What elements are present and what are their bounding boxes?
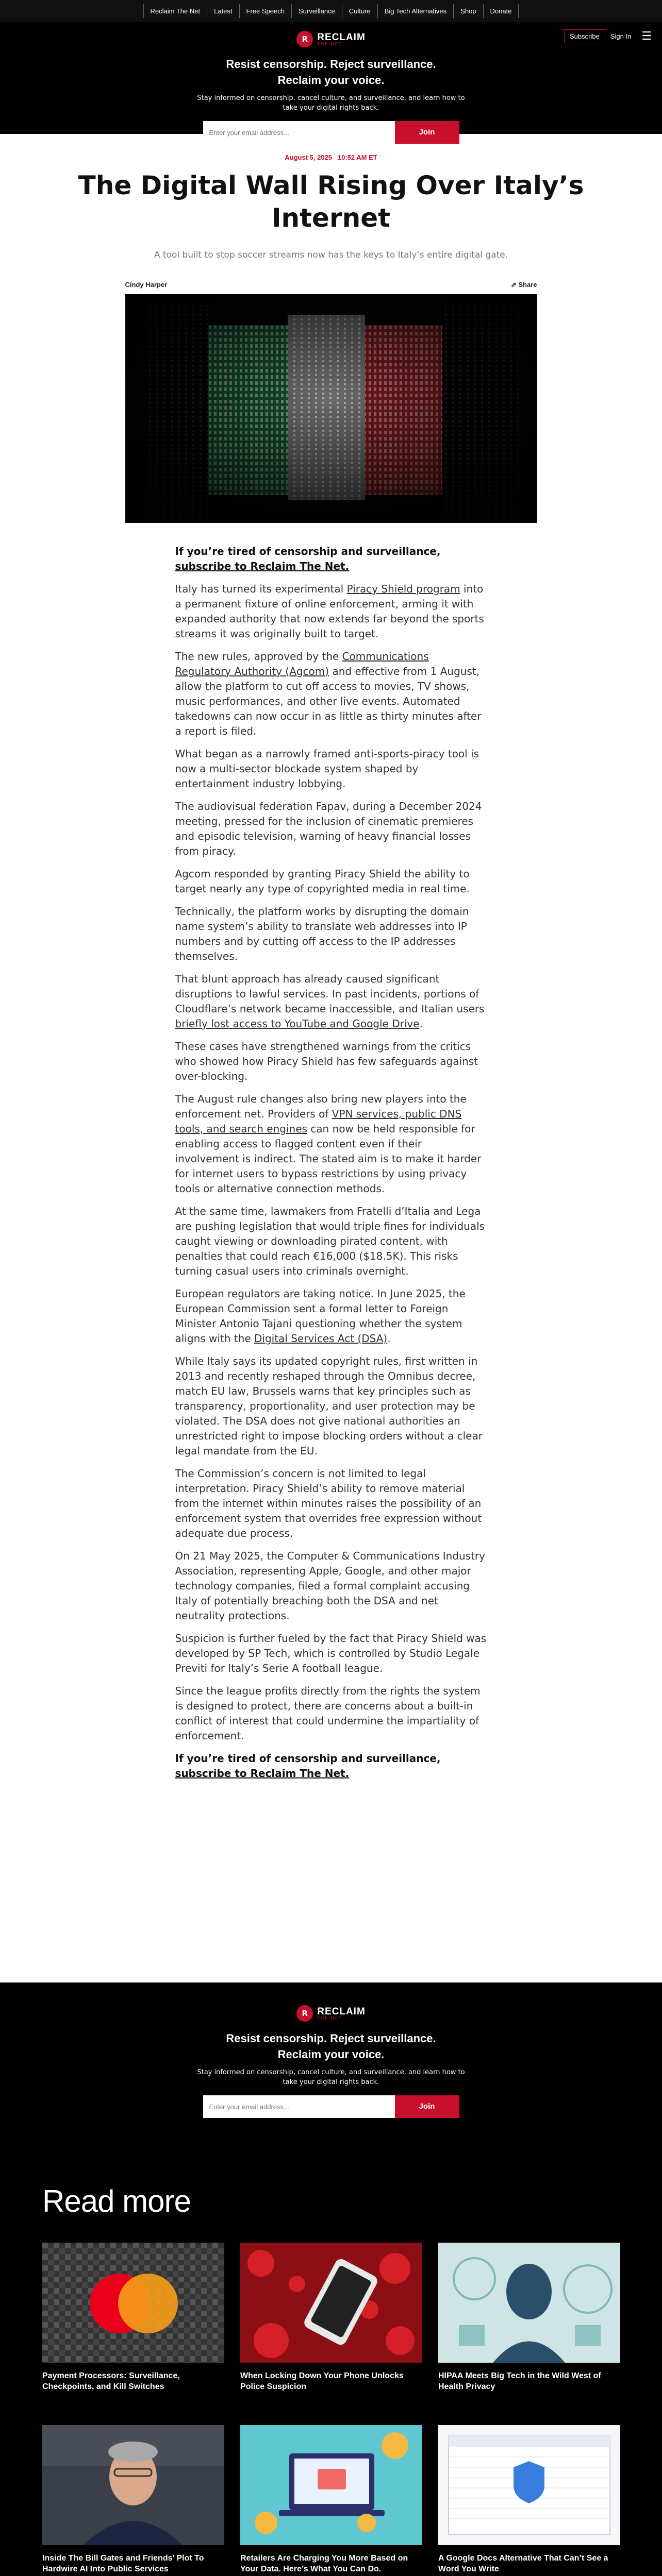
article-title: The Digital Wall Rising Over Italy’s Internet bbox=[78, 171, 584, 233]
footer-signup-blurb: Stay informed on censorship, cancel culture, and surveillance, and learn how to take your digital rights back. bbox=[197, 2069, 465, 2086]
p2-text-a: The new rules, approved by the bbox=[175, 650, 342, 663]
footer-headline-line1: Resist censorship. Reject surveillance. bbox=[226, 2032, 436, 2045]
p1-text-b: into a permanent fixture of online enforcement, arming it with expanded authority that now extends far beyond the sports streams it was originally built to target. bbox=[175, 583, 484, 640]
paragraph: On 21 May 2025, the Computer & Communications Industry Association, representing Apple, Google, and other major technology companies, filed a formal complaint accusing Italy of potentially breaching both the DSA and net neutrality protections. bbox=[175, 1550, 485, 1622]
read-more-card[interactable] bbox=[240, 2243, 422, 2403]
signup-blurb: Stay informed on censorship, cancel culture, and surveillance, and learn how to take your digital rights back. bbox=[197, 94, 465, 112]
youtube-drive-link[interactable]: briefly lost access to YouTube and Google Drive bbox=[175, 1018, 420, 1030]
cta-lead-text: If you’re tired of censorship and surveillance, bbox=[175, 1752, 441, 1765]
signup-headline bbox=[0, 56, 662, 88]
footer-signup-form bbox=[0, 2095, 662, 2118]
article-body bbox=[175, 544, 487, 1781]
paragraph: These cases have strengthened warnings from the critics who showed how Piracy Shield has few safeguards against over-blocking. bbox=[175, 1040, 478, 1082]
logo-sub: THE NET bbox=[317, 41, 342, 46]
top-nav-bar bbox=[0, 0, 662, 22]
paragraph: The Commission’s concern is not limited to legal interpretation. Piracy Shield’s ability to remove material from the internet within minutes raises the possibility of an enforcement system that overrides free expression without adequate due process. bbox=[175, 1467, 482, 1539]
nav-item-donate[interactable]: Donate bbox=[484, 4, 519, 18]
card-thumbnail bbox=[42, 2425, 224, 2545]
logo-mark-icon: R bbox=[296, 31, 313, 47]
nav-item-reclaim-the-net[interactable]: Reclaim The Net bbox=[143, 4, 208, 18]
card-thumbnail bbox=[438, 2425, 620, 2545]
card-title[interactable]: A Google Docs Alternative That Can’t See a Word You Write bbox=[438, 2554, 608, 2573]
share-label: Share bbox=[518, 281, 537, 289]
paragraph: Suspicion is further fueled by the fact that Piracy Shield was developed by SP Tech, which is controlled by Studio Legale Previti for Italy’s Serie A football league. bbox=[175, 1632, 487, 1674]
dsa-link[interactable]: Digital Services Act (DSA) bbox=[254, 1332, 388, 1345]
footer-headline-line2: Reclaim your voice. bbox=[277, 2048, 385, 2061]
card-title[interactable]: HIPAA Meets Big Tech in the Wild West of Health Privacy bbox=[438, 2371, 601, 2391]
paragraph: Agcom responded by granting Piracy Shield the ability to target nearly any type of copyrighted media in real time. bbox=[175, 868, 470, 895]
cta-subscribe-link[interactable]: subscribe to Reclaim The Net. bbox=[175, 1767, 350, 1780]
logo-mark-icon: R bbox=[296, 2005, 313, 2022]
author-link[interactable]: Cindy Harper bbox=[125, 281, 168, 289]
payment-card-icon bbox=[42, 2243, 224, 2363]
article-date-day: August 5, 2025 bbox=[285, 154, 333, 161]
p7-text-b: . bbox=[419, 1018, 423, 1030]
portrait-photo-icon bbox=[42, 2425, 224, 2545]
paragraph: The audiovisual federation Fapav, during a December 2024 meeting, pressed for the inclusion of cinematic premieres and episodic television, warning of heavy financial losses from piracy. bbox=[175, 800, 482, 857]
sign-in-link[interactable]: Sign In bbox=[610, 32, 632, 40]
read-more-card[interactable] bbox=[438, 2243, 620, 2403]
read-more-card[interactable] bbox=[42, 2243, 224, 2403]
logo-wordmark bbox=[317, 2007, 366, 2021]
top-nav bbox=[143, 4, 519, 18]
hamburger-icon[interactable]: ☰ bbox=[641, 30, 652, 43]
paragraph bbox=[175, 582, 487, 641]
vpn-dns-link[interactable]: VPN services, public DNS tools, and search engines bbox=[175, 1108, 462, 1135]
agcom-link[interactable]: Communications Regulatory Authority (Agcom) bbox=[175, 650, 429, 677]
site-logo[interactable] bbox=[0, 22, 662, 47]
logo-wordmark bbox=[317, 32, 366, 46]
read-more-grid bbox=[42, 2243, 620, 2576]
share-icon: ⇗ bbox=[510, 281, 517, 289]
p2-text-b: and effective from 1 August, allow the platform to cut off access to movies, TV shows, music performances, and other live events. Automated takedowns can now occur in as little as thirty minutes after a report is filed. bbox=[175, 665, 482, 737]
article-date bbox=[0, 154, 662, 161]
p9-text-a: The August rule changes also bring new players into the enforcement net. Providers of bbox=[175, 1093, 467, 1120]
card-title[interactable]: Inside The Bill Gates and Friends’ Plot To Hardwire AI Into Public Services bbox=[42, 2554, 204, 2573]
footer-join-button[interactable]: Join bbox=[395, 2095, 459, 2118]
subscribe-cta-bottom bbox=[175, 1751, 487, 1781]
subscribe-button[interactable]: Subscribe bbox=[564, 29, 605, 43]
card-title[interactable]: Retailers Are Charging You More Based on Your Data. Here’s What You Can Do. bbox=[240, 2554, 408, 2573]
card-title[interactable]: When Locking Down Your Phone Unlocks Police Suspicion bbox=[240, 2371, 404, 2391]
card-title[interactable]: Payment Processors: Surveillance, Checkpoints, and Kill Switches bbox=[42, 2371, 180, 2391]
p11-text-b: . bbox=[387, 1332, 391, 1345]
cta-lead-text: If you’re tired of censorship and surveillance, bbox=[175, 545, 441, 557]
piracy-shield-link[interactable]: Piracy Shield program bbox=[346, 583, 460, 595]
nav-item-free-speech[interactable]: Free Speech bbox=[240, 4, 292, 18]
featured-image bbox=[125, 294, 537, 523]
read-more-card[interactable] bbox=[438, 2425, 620, 2576]
nav-item-culture[interactable]: Culture bbox=[342, 4, 378, 18]
paragraph bbox=[175, 1092, 487, 1196]
read-more-card[interactable] bbox=[240, 2425, 422, 2576]
byline bbox=[125, 281, 537, 289]
article-subtitle: A tool built to stop soccer streams now has the keys to Italy’s entire digital gate. bbox=[154, 250, 508, 260]
nav-item-surveillance[interactable]: Surveillance bbox=[292, 4, 342, 18]
header-actions bbox=[564, 29, 652, 43]
paragraph bbox=[175, 1286, 487, 1346]
secure-spreadsheet-icon bbox=[438, 2425, 620, 2545]
signup-headline-line1: Resist censorship. Reject surveillance. bbox=[226, 58, 436, 71]
card-thumbnail bbox=[438, 2243, 620, 2363]
share-button[interactable] bbox=[511, 281, 537, 289]
nav-item-big-tech-alternatives[interactable]: Big Tech Alternatives bbox=[378, 4, 454, 18]
card-thumbnail bbox=[240, 2425, 422, 2545]
paragraph: At the same time, lawmakers from Fratelli d’Italia and Lega are pushing legislation that would triple fines for individuals caught viewing or downloading pirated content, with penalties that could reach €16,000 ($18.5K). This risks turning casual users into criminals overnight. bbox=[175, 1205, 485, 1277]
paragraph bbox=[175, 649, 487, 739]
subscribe-cta-top bbox=[175, 544, 487, 574]
header-signup-section bbox=[0, 22, 662, 137]
footer-signup-headline bbox=[0, 2030, 662, 2062]
p9-text-b: can now be held responsible for enabling access to flagged content even if their involvement is indirect. The stated aim is to make it harder for internet users to bypass restrictions by using privacy tools or alternative connection methods. bbox=[175, 1123, 482, 1195]
email-field[interactable] bbox=[203, 121, 395, 144]
logo-sub: THE NET bbox=[317, 2015, 342, 2021]
footer-signup bbox=[0, 2030, 662, 2118]
paragraph: Technically, the platform works by disrupting the domain name system’s ability to translate web addresses into IP numbers and by cutting off access to the IP addresses themselves. bbox=[175, 905, 469, 962]
p11-text-a: European regulators are taking notice. In June 2025, the European Commission sent a formal letter to Foreign Minister Antonio Tajani questioning whether the system aligns with the bbox=[175, 1287, 466, 1345]
paragraph: While Italy says its updated copyright rules, first written in 2013 and recently reshaped through the Omnibus decree, match EU law, Brussels warns that key principles such as transparency, proportionality, and user protection may be violated. The DSA does not give national authorities an unrestricted right to impose blocking orders without a clear legal mandate from the EU. bbox=[175, 1355, 483, 1457]
read-more-heading: Read more bbox=[42, 2184, 191, 2218]
logo-name: RECLAIM bbox=[317, 31, 366, 43]
paragraph: What began as a narrowly framed anti-sports-piracy tool is now a multi-sector blockade system shaped by entertainment industry lobbying. bbox=[175, 748, 479, 790]
paragraph: Since the league profits directly from the rights the system is designed to protect, there are concerns about a built-in conflict of interest that could undermine the impartiality of enforcement. bbox=[175, 1685, 481, 1742]
join-button[interactable]: Join bbox=[395, 121, 459, 144]
italy-digital-flag-image bbox=[125, 294, 537, 523]
nav-item-shop[interactable]: Shop bbox=[454, 4, 483, 18]
online-shopping-icon bbox=[240, 2425, 422, 2545]
locked-phone-icon bbox=[240, 2243, 422, 2363]
nav-item-latest[interactable]: Latest bbox=[207, 4, 239, 18]
card-thumbnail bbox=[240, 2243, 422, 2363]
read-more-card[interactable] bbox=[42, 2425, 224, 2576]
p7-text-a: That blunt approach has already caused significant disruptions to lawful services. In past incidents, portions of Cloudflare’s network became inaccessible, and Italian users bbox=[175, 973, 485, 1015]
article-date-time: 10:52 AM ET bbox=[337, 154, 377, 161]
card-thumbnail bbox=[42, 2243, 224, 2363]
logo-name: RECLAIM bbox=[317, 2006, 366, 2017]
paragraph bbox=[175, 972, 487, 1031]
footer-section bbox=[0, 1982, 662, 2576]
footer-signup-logo[interactable] bbox=[0, 1982, 662, 2022]
footer-email-field[interactable] bbox=[203, 2095, 395, 2118]
p1-text-a: Italy has turned its experimental bbox=[175, 583, 347, 595]
cta-subscribe-link[interactable]: subscribe to Reclaim The Net. bbox=[175, 560, 350, 572]
digital-head-icon bbox=[438, 2243, 620, 2363]
signup-form bbox=[0, 121, 662, 144]
signup-headline-line2: Reclaim your voice. bbox=[277, 74, 385, 87]
